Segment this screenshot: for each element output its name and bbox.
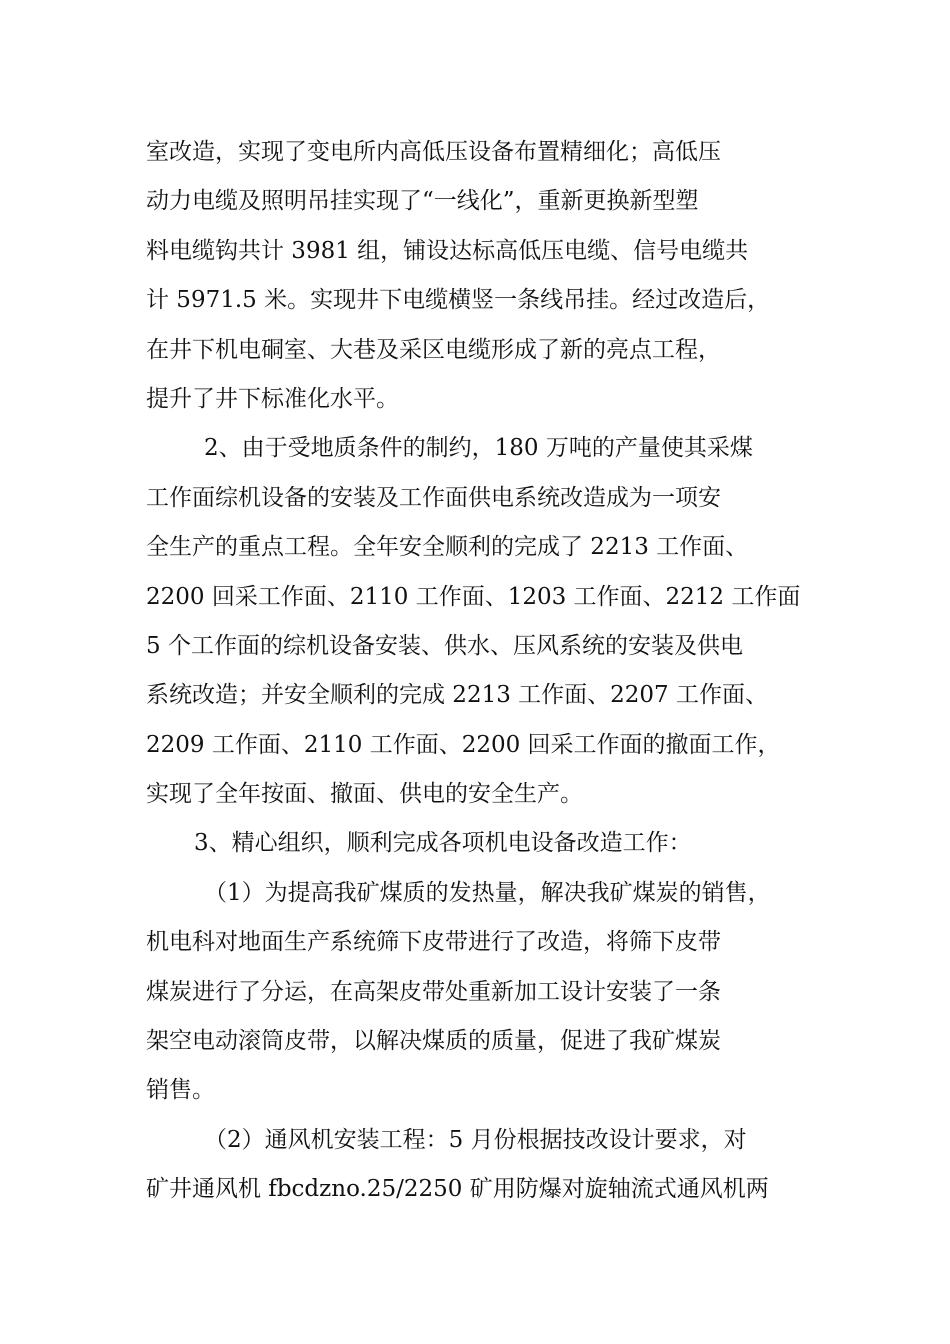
text-line: 料电缆钩共计 3981 组，铺设达标高低压电缆、信号电缆共 <box>146 237 749 264</box>
paragraph-start-line: 2、由于受地质条件的制约，180 万吨的产量使其采煤 <box>204 435 753 462</box>
text-line: 提升了井下标准化水平。 <box>146 385 399 412</box>
text-line: 煤炭进行了分运，在高架皮带处重新加工设计安装了一条 <box>146 978 721 1005</box>
text-line: 2209 工作面、2110 工作面、2200 回采工作面的撤面工作， <box>146 731 781 758</box>
text-line: 5 个工作面的综机设备安装、供水、压风系统的安装及供电 <box>146 632 743 659</box>
text-line: 在井下机电硐室、大巷及采区电缆形成了新的亮点工程， <box>146 336 721 363</box>
text-line: 全生产的重点工程。全年安全顺利的完成了 2213 工作面、 <box>146 534 749 561</box>
text-line: 实现了全年按面、撤面、供电的安全生产。 <box>146 781 583 808</box>
text-line: 计 5971.5 米。实现井下电缆横竖一条线吊挂。经过改造后， <box>146 287 771 314</box>
text-line: 矿井通风机 fbcdzno.25/2250 矿用防爆对旋轴流式通风机两 <box>146 1176 769 1203</box>
paragraph-start-line: （2）通风机安装工程：5 月份根据技改设计要求，对 <box>204 1126 747 1153</box>
paragraph-start-line: （1）为提高我矿煤质的发热量，解决我矿煤炭的销售， <box>204 879 771 906</box>
document-body <box>146 128 846 1215</box>
text-line: 2200 回采工作面、2110 工作面、1203 工作面、2212 工作面 <box>146 583 801 610</box>
text-line: 机电科对地面生产系统筛下皮带进行了改造，将筛下皮带 <box>146 929 721 956</box>
text-line: 动力电缆及照明吊挂实现了“一线化”，重新更换新型塑 <box>146 188 699 215</box>
text-line: 架空电动滚筒皮带，以解决煤质的质量，促进了我矿煤炭 <box>146 1028 721 1055</box>
text-line: 系统改造；并安全顺利的完成 2213 工作面、2207 工作面、 <box>146 682 768 709</box>
paragraph-start-line: 3、精心组织，顺利完成各项机电设备改造工作： <box>194 830 692 857</box>
text-line: 销售。 <box>146 1077 215 1104</box>
text-line: 工作面综机设备的安装及工作面供电系统改造成为一项安 <box>146 484 721 511</box>
text-line: 室改造，实现了变电所内高低压设备布置精细化；高低压 <box>146 139 721 165</box>
